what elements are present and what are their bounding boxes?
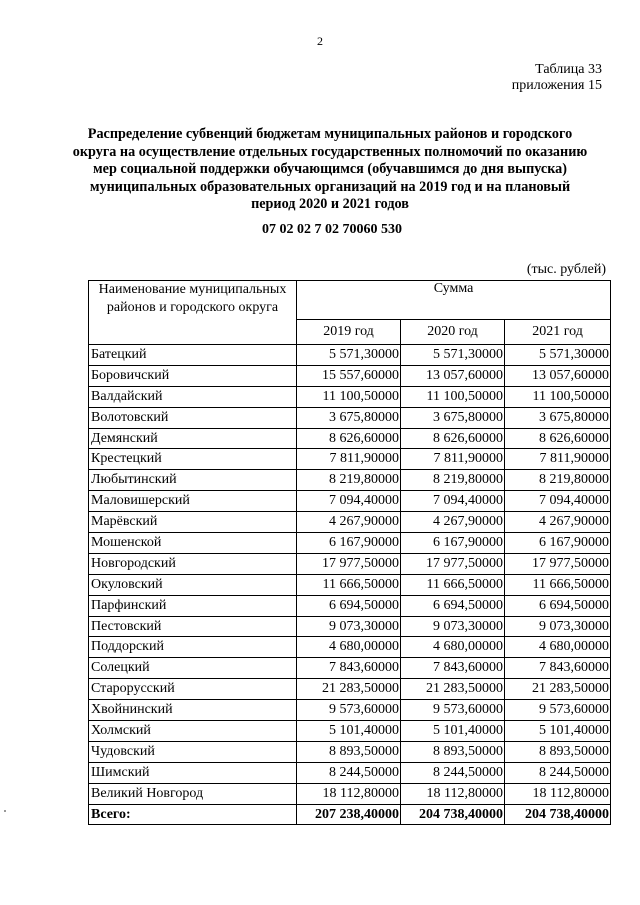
amount-2019: 8 626,60000 <box>297 428 401 449</box>
header-name: Наименование муниципальных районов и городского округа <box>89 281 297 345</box>
amount-2019: 5 101,40000 <box>297 721 401 742</box>
district-name: Старорусский <box>89 679 297 700</box>
table-row <box>89 553 611 574</box>
district-name: Шимский <box>89 762 297 783</box>
amount-2021: 3 675,80000 <box>505 407 611 428</box>
amount-2020: 11 100,50000 <box>401 386 505 407</box>
amount-2019: 8 219,80000 <box>297 470 401 491</box>
amount-2019: 4 267,90000 <box>297 512 401 533</box>
total-2021: 204 738,40000 <box>505 804 611 825</box>
district-name: Батецкий <box>89 345 297 366</box>
document-title: Распределение субвенций бюджетам муниципальных районов и городского округа на осуществление отдельных государственных полномочий по оказанию мер социальной поддержки обучающимся (обучавшимся до дня выпуска) муниципальных образовательных организаций на 2019 год и на плановый период 2020 и 2021 годов <box>72 126 588 213</box>
amount-2021: 4 267,90000 <box>505 512 611 533</box>
district-name: Валдайский <box>89 386 297 407</box>
amount-2019: 9 073,30000 <box>297 616 401 637</box>
amount-2021: 8 244,50000 <box>505 762 611 783</box>
total-2020: 204 738,40000 <box>401 804 505 825</box>
amount-2020: 6 167,90000 <box>401 533 505 554</box>
total-2019: 207 238,40000 <box>297 804 401 825</box>
amount-2019: 18 112,80000 <box>297 783 401 804</box>
amount-2020: 17 977,50000 <box>401 553 505 574</box>
amount-2021: 7 094,40000 <box>505 491 611 512</box>
total-row <box>89 804 611 825</box>
header-year-2020: 2020 год <box>401 320 505 345</box>
amount-2019: 8 893,50000 <box>297 741 401 762</box>
table-row <box>89 762 611 783</box>
table-row <box>89 345 611 366</box>
amount-2021: 17 977,50000 <box>505 553 611 574</box>
amount-2020: 6 694,50000 <box>401 595 505 616</box>
amount-2020: 4 267,90000 <box>401 512 505 533</box>
table-row <box>89 658 611 679</box>
amount-2020: 5 101,40000 <box>401 721 505 742</box>
table-row <box>89 783 611 804</box>
district-name: Хвойнинский <box>89 700 297 721</box>
district-name: Боровичский <box>89 365 297 386</box>
amount-2020: 4 680,00000 <box>401 637 505 658</box>
amount-2021: 8 893,50000 <box>505 741 611 762</box>
amount-2021: 7 843,60000 <box>505 658 611 679</box>
table-header <box>89 281 611 345</box>
amount-2020: 8 893,50000 <box>401 741 505 762</box>
reference-appendix: приложения 15 <box>511 78 602 93</box>
amount-2021: 5 101,40000 <box>505 721 611 742</box>
amount-2019: 7 843,60000 <box>297 658 401 679</box>
table-row <box>89 595 611 616</box>
table-row <box>89 741 611 762</box>
header-year-2021: 2021 год <box>505 320 611 345</box>
amount-2021: 13 057,60000 <box>505 365 611 386</box>
district-name: Мошенской <box>89 533 297 554</box>
amount-2020: 8 244,50000 <box>401 762 505 783</box>
amount-2019: 4 680,00000 <box>297 637 401 658</box>
amount-2020: 18 112,80000 <box>401 783 505 804</box>
unit-label: (тыс. рублей) <box>526 262 606 277</box>
district-name: Великий Новгород <box>89 783 297 804</box>
table-body <box>89 345 611 825</box>
amount-2021: 6 167,90000 <box>505 533 611 554</box>
amount-2019: 8 244,50000 <box>297 762 401 783</box>
district-name: Крестецкий <box>89 449 297 470</box>
page-number: 2 <box>317 34 323 48</box>
table-row <box>89 679 611 700</box>
table-row <box>89 491 611 512</box>
header-year-2019: 2019 год <box>297 320 401 345</box>
district-name: Новгородский <box>89 553 297 574</box>
budget-classification-code: 07 02 02 7 02 70060 530 <box>262 222 402 237</box>
amount-2020: 13 057,60000 <box>401 365 505 386</box>
table-row <box>89 470 611 491</box>
amount-2020: 21 283,50000 <box>401 679 505 700</box>
table-row <box>89 449 611 470</box>
amount-2019: 5 571,30000 <box>297 345 401 366</box>
amount-2021: 11 100,50000 <box>505 386 611 407</box>
amount-2020: 7 843,60000 <box>401 658 505 679</box>
table-row <box>89 721 611 742</box>
amount-2020: 9 073,30000 <box>401 616 505 637</box>
amount-2019: 15 557,60000 <box>297 365 401 386</box>
subvention-table <box>88 280 611 825</box>
amount-2019: 17 977,50000 <box>297 553 401 574</box>
amount-2021: 8 626,60000 <box>505 428 611 449</box>
amount-2019: 11 100,50000 <box>297 386 401 407</box>
amount-2019: 21 283,50000 <box>297 679 401 700</box>
table-row <box>89 428 611 449</box>
table-row <box>89 407 611 428</box>
amount-2021: 7 811,90000 <box>505 449 611 470</box>
amount-2020: 7 811,90000 <box>401 449 505 470</box>
district-name: Любытинский <box>89 470 297 491</box>
amount-2021: 21 283,50000 <box>505 679 611 700</box>
district-name: Маловишерский <box>89 491 297 512</box>
amount-2019: 6 694,50000 <box>297 595 401 616</box>
amount-2019: 7 811,90000 <box>297 449 401 470</box>
amount-2019: 11 666,50000 <box>297 574 401 595</box>
amount-2019: 3 675,80000 <box>297 407 401 428</box>
amount-2020: 5 571,30000 <box>401 345 505 366</box>
district-name: Демянский <box>89 428 297 449</box>
amount-2021: 9 573,60000 <box>505 700 611 721</box>
district-name: Чудовский <box>89 741 297 762</box>
district-name: Окуловский <box>89 574 297 595</box>
amount-2021: 5 571,30000 <box>505 345 611 366</box>
amount-2021: 6 694,50000 <box>505 595 611 616</box>
amount-2020: 8 219,80000 <box>401 470 505 491</box>
amount-2020: 8 626,60000 <box>401 428 505 449</box>
reference-table-number: Таблица 33 <box>535 62 602 77</box>
table-row <box>89 574 611 595</box>
table-row <box>89 386 611 407</box>
total-label: Всего: <box>89 804 297 825</box>
table-row <box>89 637 611 658</box>
district-name: Волотовский <box>89 407 297 428</box>
district-name: Солецкий <box>89 658 297 679</box>
amount-2020: 3 675,80000 <box>401 407 505 428</box>
table-row <box>89 700 611 721</box>
amount-2021: 4 680,00000 <box>505 637 611 658</box>
district-name: Холмский <box>89 721 297 742</box>
amount-2019: 6 167,90000 <box>297 533 401 554</box>
amount-2021: 11 666,50000 <box>505 574 611 595</box>
amount-2020: 11 666,50000 <box>401 574 505 595</box>
amount-2021: 8 219,80000 <box>505 470 611 491</box>
amount-2019: 9 573,60000 <box>297 700 401 721</box>
table-row <box>89 365 611 386</box>
amount-2021: 18 112,80000 <box>505 783 611 804</box>
district-name: Пестовский <box>89 616 297 637</box>
header-sum: Сумма <box>297 281 611 320</box>
table-row <box>89 533 611 554</box>
amount-2020: 7 094,40000 <box>401 491 505 512</box>
table-reference <box>512 62 602 94</box>
amount-2020: 9 573,60000 <box>401 700 505 721</box>
district-name: Парфинский <box>89 595 297 616</box>
table-row <box>89 616 611 637</box>
district-name: Поддорский <box>89 637 297 658</box>
table-row <box>89 512 611 533</box>
district-name: Марёвский <box>89 512 297 533</box>
amount-2019: 7 094,40000 <box>297 491 401 512</box>
amount-2021: 9 073,30000 <box>505 616 611 637</box>
margin-mark <box>4 810 6 812</box>
